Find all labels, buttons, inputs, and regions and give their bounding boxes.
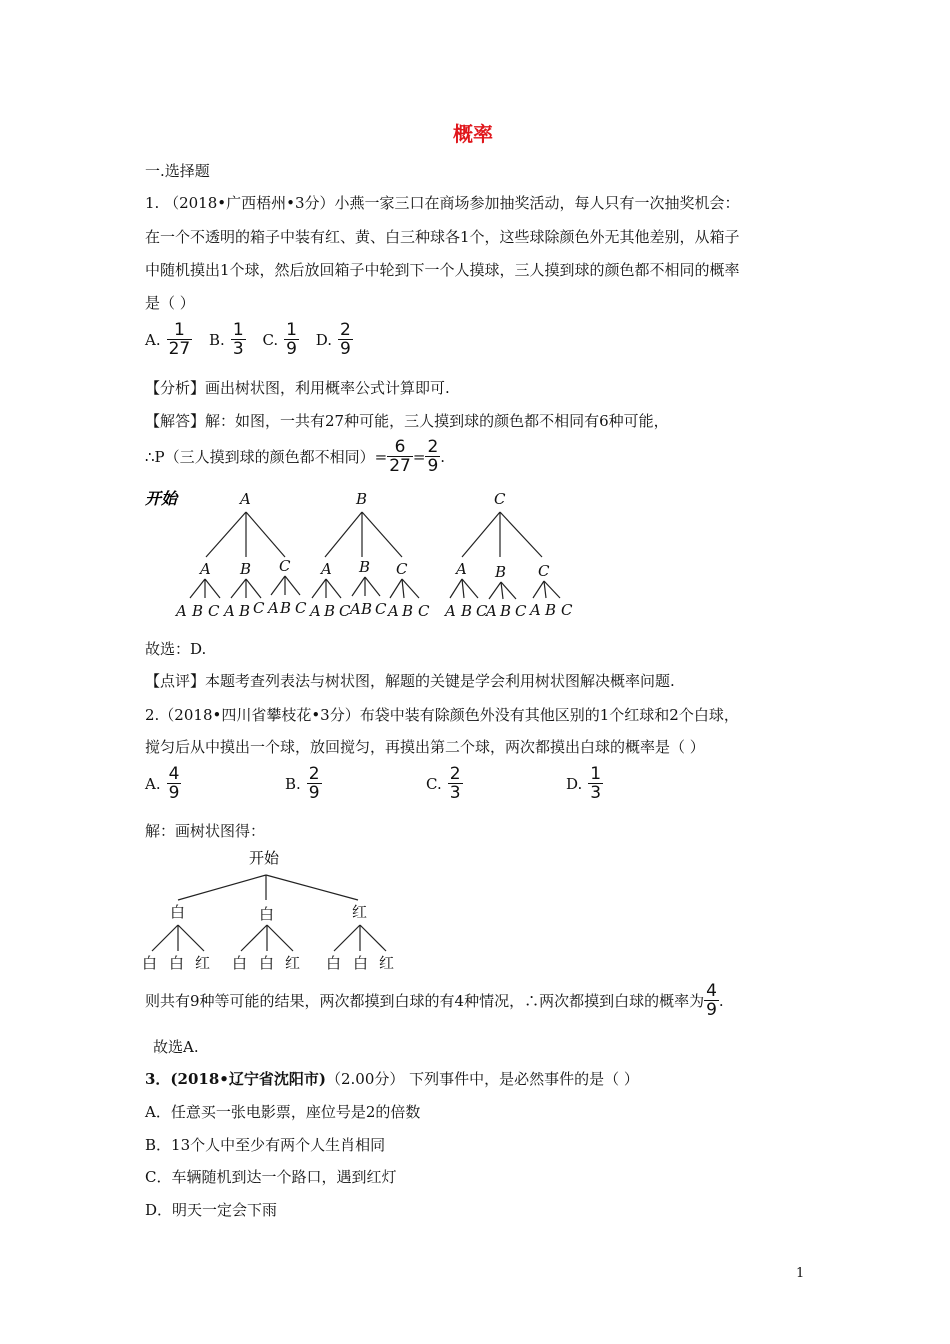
q2-option-a-fraction: [167, 765, 182, 802]
q1-option-c: [262, 321, 299, 358]
q2-tree-diagram: [138, 845, 408, 975]
tree-start-label: 开始: [249, 849, 280, 867]
tree-leaf: 红: [195, 954, 211, 972]
tree-node: B: [359, 558, 371, 576]
q3-question-text: （2.00分） 下列事件中，是必然事件的是（ ）: [325, 1070, 639, 1088]
fraction-denominator: 3: [590, 783, 602, 803]
page-number: 1: [796, 1266, 805, 1281]
tree-leaf: B: [500, 602, 512, 620]
tree-node: 白: [170, 903, 186, 921]
q1-option-b: [209, 321, 246, 358]
q1-option-d: [316, 321, 353, 358]
fraction-numerator: 6: [387, 438, 413, 457]
period: .: [718, 991, 724, 1010]
tree-node: A: [240, 490, 251, 508]
q2-option-c-label: C.: [426, 774, 442, 793]
fraction-denominator: 9: [308, 783, 320, 803]
q2-option-b: [285, 765, 322, 802]
q1-line-2: 在一个不透明的箱子中装有红、黄、白三种球各1个，这些球除颜色外无其他差别，从箱子: [145, 228, 740, 246]
tree-leaf: A: [268, 599, 279, 617]
q1-option-a: [145, 321, 192, 358]
q1-analysis: 【分析】画出树状图，利用概率公式计算即可.: [145, 379, 450, 397]
tree-leaf: A: [310, 602, 321, 620]
fraction-numerator: 4: [706, 981, 717, 1001]
tree-node: C: [279, 557, 291, 575]
tree-start-label: 开始: [145, 489, 178, 508]
tree-leaf: 白: [169, 954, 185, 972]
tree-leaf: B: [280, 599, 292, 617]
tree-node: A: [456, 560, 467, 578]
q1-line-4: 是（ ）: [145, 294, 195, 312]
fraction-numerator: 2: [449, 764, 461, 784]
section-heading: 一.选择题: [145, 162, 210, 180]
tree-leaf: A: [388, 602, 399, 620]
tree-node: A: [321, 560, 332, 578]
tree-leaf: A: [445, 602, 456, 620]
q1-comment: 【点评】本题考查列表法与树状图，解题的关键是学会利用树状图解决概率问题.: [145, 672, 675, 690]
fraction-denominator: 9: [168, 783, 180, 803]
q1-tree-diagram: [140, 482, 600, 627]
tree-leaf: A: [350, 600, 361, 618]
q1-option-d-fraction: [338, 321, 353, 358]
q2-result-fraction: [704, 982, 719, 1019]
q1-line-1: 1. （2018•广西梧州•3分）小燕一家三口在商场参加抽奖活动，每人只有一次抽奖机会：: [145, 194, 740, 212]
tree-node: B: [240, 560, 252, 578]
q2-option-d-fraction: [588, 765, 603, 802]
q3-source: 3．(2018•辽宁省沈阳市): [145, 1070, 326, 1088]
tree-node: 红: [352, 903, 368, 921]
tree-leaf: 白: [232, 954, 248, 972]
q1-option-c-fraction: [284, 321, 299, 358]
q3-option-b: B．13个人中至少有两个人生肖相同: [145, 1136, 386, 1154]
q1-option-d-label: D.: [315, 330, 333, 349]
tree-leaf: B: [324, 602, 336, 620]
tree-leaf: C: [339, 602, 351, 620]
q2-option-b-label: B.: [285, 774, 301, 793]
q2-result-line: [145, 982, 724, 1019]
tree-node-labels: [174, 490, 573, 620]
tree-leaf: 白: [353, 954, 369, 972]
fraction-denominator: 9: [286, 339, 297, 359]
q2-option-d: [566, 765, 603, 802]
tree-node: A: [200, 560, 211, 578]
q1-choice: 故选：D.: [145, 640, 207, 658]
q3-option-a: A．任意买一张电影票，座位号是2的倍数: [145, 1103, 421, 1121]
tree-node-labels: [142, 903, 394, 972]
q1-option-a-fraction: [167, 321, 193, 358]
tree-leaf: C: [476, 602, 488, 620]
q1-probability-fraction-2: [425, 438, 440, 475]
tree-leaf: C: [295, 599, 307, 617]
tree-leaf: C: [515, 602, 527, 620]
tree-node: C: [396, 560, 408, 578]
tree-leaf: B: [192, 602, 204, 620]
fraction-denominator: 27: [389, 456, 411, 476]
fraction-denominator: 27: [168, 339, 191, 359]
tree-leaf: A: [224, 602, 235, 620]
q1-line-3: 中随机摸出1个球，然后放回箱子中轮到下一个人摸球，三人摸到球的颜色都不相同的概率: [145, 261, 740, 279]
tree-leaf: B: [545, 601, 557, 619]
fraction-numerator: 1: [590, 764, 602, 784]
period: .: [440, 447, 446, 466]
tree-leaf: 白: [259, 954, 275, 972]
fraction-numerator: 2: [427, 437, 439, 457]
q2-choice: 故选A.: [153, 1038, 199, 1056]
tree-leaf: C: [418, 602, 430, 620]
tree-leaf: A: [176, 602, 187, 620]
tree-branches: [190, 512, 560, 599]
q1-options: [145, 321, 353, 358]
q1-probability-fraction-1: [387, 438, 413, 475]
tree-leaf: B: [239, 602, 251, 620]
q2-line-2: 搅匀后从中摸出一个球，放回搅匀，再摸出第二个球，两次都摸出白球的概率是（ ）: [145, 738, 705, 756]
q2-option-a-label: A.: [145, 774, 161, 793]
fraction-denominator: 9: [427, 456, 439, 476]
q2-option-d-label: D.: [566, 774, 583, 793]
q2-solution: 解：画树状图得：: [145, 822, 266, 840]
tree-leaf: C: [253, 599, 265, 617]
fraction-numerator: 2: [340, 320, 351, 340]
q3-option-c: C．车辆随机到达一个路口，遇到红灯: [145, 1168, 397, 1186]
fraction-denominator: 9: [340, 339, 351, 359]
tree-node: B: [495, 563, 507, 581]
q1-probability-text: ∴P（三人摸到球的颜色都不相同）=: [145, 448, 388, 466]
tree-leaf: B: [361, 600, 373, 618]
fraction-numerator: 1: [286, 320, 297, 340]
tree-leaf: 白: [142, 954, 158, 972]
q2-result-text: 则共有9种等可能的结果，两次都摸到白球的有4种情况，∴两次都摸到白球的概率为: [145, 992, 705, 1010]
q1-probability-line: [145, 438, 445, 475]
q3-option-d: D．明天一定会下雨: [145, 1201, 278, 1219]
tree-leaf: 白: [326, 954, 342, 972]
fraction-denominator: 9: [706, 1000, 717, 1020]
equals-sign: =: [412, 447, 426, 466]
tree-leaf: C: [375, 600, 387, 618]
tree-leaf: A: [530, 601, 541, 619]
q2-option-c: [426, 765, 463, 802]
q1-option-c-label: C.: [262, 330, 279, 349]
q1-answer: 【解答】解：如图，一共有27种可能，三人摸到球的颜色都不相同有6种可能，: [145, 412, 669, 430]
q2-line-1: 2.（2018•四川省攀枝花•3分）布袋中装有除颜色外没有其他区别的1个红球和2个白球，: [145, 706, 739, 724]
fraction-numerator: 1: [167, 321, 193, 340]
fraction-denominator: 3: [232, 339, 244, 359]
tree-node: B: [356, 490, 368, 508]
tree-leaf: 红: [379, 954, 395, 972]
fraction-numerator: 1: [232, 320, 244, 340]
tree-leaf: B: [402, 602, 414, 620]
q3-stem: [145, 1068, 639, 1089]
q1-option-a-label: A.: [145, 330, 161, 349]
fraction-numerator: 2: [308, 764, 320, 784]
tree-leaf: C: [561, 601, 573, 619]
tree-node: C: [494, 490, 506, 508]
q2-options: [145, 765, 625, 805]
tree-node: 白: [259, 905, 275, 923]
q2-option-b-fraction: [307, 765, 322, 802]
fraction-denominator: 3: [449, 783, 461, 803]
q2-option-c-fraction: [448, 765, 463, 802]
q1-option-b-fraction: [231, 321, 246, 358]
tree-node: C: [538, 562, 550, 580]
tree-leaf: A: [486, 602, 497, 620]
tree-leaf: 红: [285, 954, 301, 972]
page-title: 概率: [453, 122, 493, 146]
tree-leaf: B: [461, 602, 473, 620]
tree-leaf: C: [208, 602, 220, 620]
fraction-numerator: 4: [168, 764, 180, 784]
q1-option-b-label: B.: [209, 330, 225, 349]
q2-option-a: [145, 765, 181, 802]
